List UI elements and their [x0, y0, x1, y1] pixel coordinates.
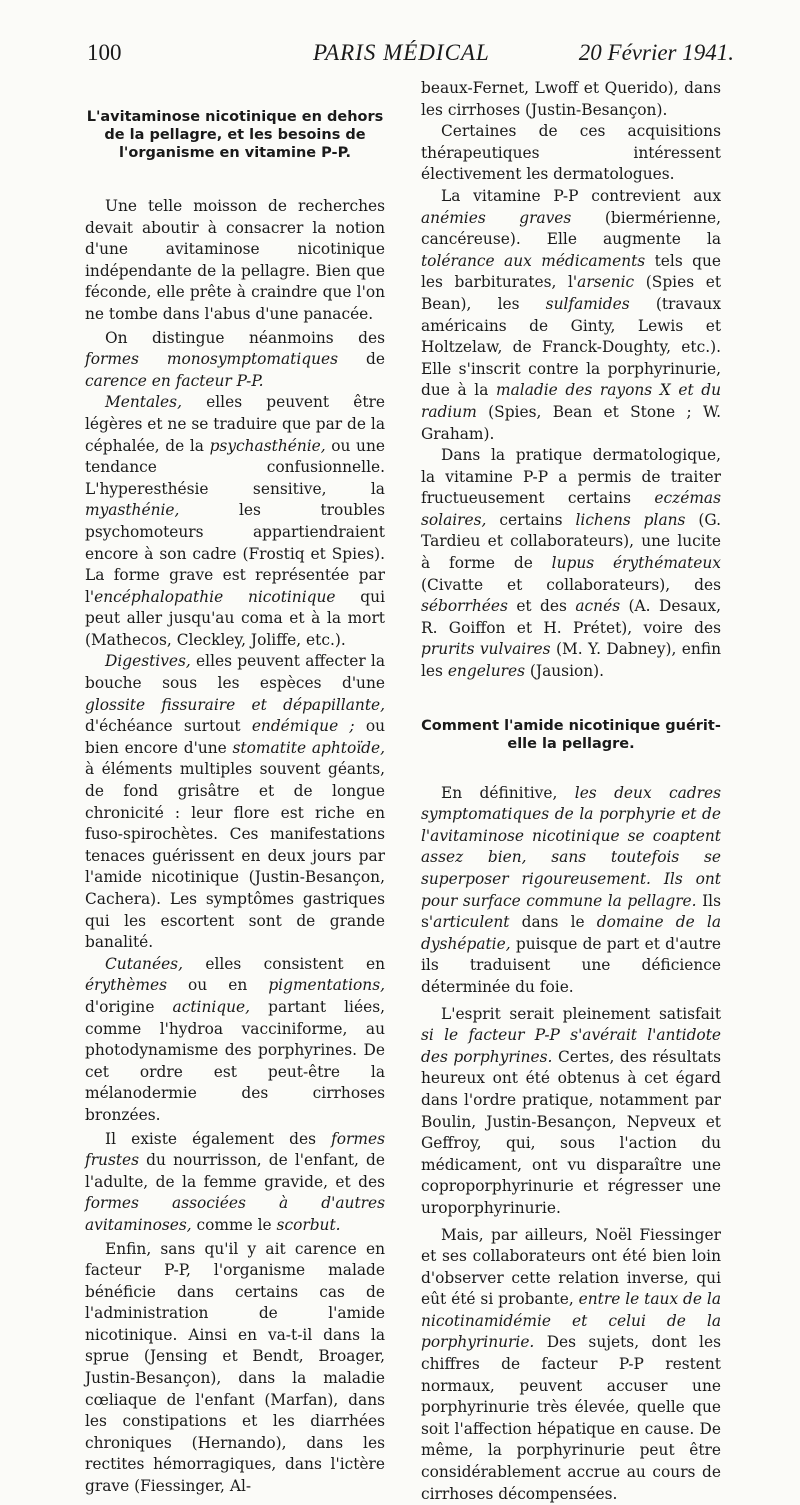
- paragraph: Enfin, sans qu'il y ait carence en facteur P-P, l'organisme malade bénéficie dans certains cas de l'administration de l'amide nicotinique. Ainsi en va-t-il dans la sprue (Jensing et Bendt, Broager, Justin-Besançon), dans la maladie cœliaque de l'enfant (Marfan), dans les constipations et les diarrhées chroniques (Hernando), dans les rectites hémorragiques, dans l'ictère grave (Fiessinger, Al-: [85, 1239, 385, 1498]
- paragraph-formes-frustes: Il existe également des formes frustes du nourrisson, de l'enfant, de l'adulte, de la femme gravide, et des formes associées à d'autres avitaminoses, comme le scorbut.: [85, 1129, 385, 1237]
- left-column: [85, 78, 385, 1116]
- page-number: 100: [87, 40, 122, 66]
- paragraph-vitamine-pp: La vitamine P-P contrevient aux anémies graves (biermérienne, cancéreuse). Elle augmente la tolérance aux médicaments tels que les barbiturates, l'arsenic (Spies et Bean), les sulfamides (travaux américains de Ginty, Lewis et Holtzelaw, de Franck-Doughty, etc.). Elle s'inscrit contre la porphyrinurie, due à la maladie des rayons X et du radium (Spies, Bean et Stone ; W. Graham).: [421, 186, 721, 445]
- paragraph: On distingue néanmoins des formes monosymptomatiques de carence en facteur P-P.: [85, 328, 385, 393]
- paragraph-definitive: En définitive, les deux cadres symptomatiques de la porphyrie et de l'avitaminose nicotinique se coaptent assez bien, sans toutefois se superposer rigoureusement. Ils ont pour surface commune la pellagre. Ils s'articulent dans le domaine de la dyshépatie, puisque de part et d'autre ils traduisent une déficience déterminée du foie.: [421, 783, 721, 999]
- paragraph-mentales: Mentales, elles peuvent être légères et ne se traduire que par de la céphalée, de la psychasthénie, ou une tendance confusionnelle. L'hyperesthésie sensitive, la myasthénie, les troubles psychomoteurs appartiendraient encore à son cadre (Frostiq et Spies). La forme grave est représentée par l'encéphalopathie nicotinique qui peut aller jusqu'au coma et à la mort (Mathecos, Cleckley, Joliffe, etc.).: [85, 392, 385, 651]
- paragraph-esprit: L'esprit serait pleinement satisfait si le facteur P-P s'avérait l'antidote des porphyrines. Certes, des résultats heureux ont été obtenus à cet égard dans l'ordre pratique, notamment par Boulin, Justin-Besançon, Nepveux et Geffroy, qui, sous l'action du médicament, ont vu disparaître une coproporphyrinurie et régresser une uroporphyrinurie.: [421, 1004, 721, 1220]
- paragraph-dermatologie: Dans la pratique dermatologique, la vitamine P-P a permis de traiter fructueusement certains eczémas solaires, certains lichens plans (G. Tardieu et collaborateurs), une lucite à forme de lupus érythémateux (Civatte et collaborateurs), des séborrhées et des acnés (A. Desaux, R. Goiffon et H. Prétet), voire des prurits vulvaires (M. Y. Dabney), enfin les engelures (Jausion).: [421, 445, 721, 683]
- paragraph-continued: beaux-Fernet, Lwoff et Querido), dans les cirrhoses (Justin-Besançon).: [421, 78, 721, 121]
- running-header: [0, 40, 800, 72]
- section-title-avitaminose: L'avitaminose nicotinique en dehors de la pellagre, et les besoins de l'organisme en vitamine P-P.: [85, 108, 385, 162]
- paragraph-cutanees: Cutanées, elles consistent en érythèmes ou en pigmentations, d'origine actinique, partant liées, comme l'hydroa vacciniforme, au photodynamisme des porphyrines. De cet ordre est peut-être la mélanodermie des cirrhoses bronzées.: [85, 954, 385, 1127]
- paragraph: Une telle moisson de recherches devait aboutir à consacrer la notion d'une avitaminose nicotinique indépendante de la pellagre. Bien que féconde, elle prête à craindre que l'on ne tombe dans l'abus d'une panacée.: [85, 196, 385, 326]
- issue-date: 20 Février 1941.: [579, 40, 734, 66]
- section-title-pellagre: Comment l'amide nicotinique guérit-elle la pellagre.: [421, 717, 721, 753]
- paragraph-digestives: Digestives, elles peuvent affecter la bouche sous les espèces d'une glossite fissuraire et dépapillante, d'échéance surtout endémique ; ou bien encore d'une stomatite aphtoïde, à éléments multiples souvent géants, de fond grisâtre et de longue chronicité : leur flore est riche en fuso-spirochètes. Ces manifestations tenaces guérissent en deux jours par l'amide nicotinique (Justin-Besançon, Cachera). Les symptômes gastriques qui les escortent sont de grande banalité.: [85, 651, 385, 953]
- paragraph-fiessinger: Mais, par ailleurs, Noël Fiessinger et ses collaborateurs ont été bien loin d'observer cette relation inverse, qui eût été si probante, entre le taux de la nicotinamidémie et celui de la porphyrinurie. Des sujets, dont les chiffres de facteur P-P restent normaux, peuvent accuser une porphyrinurie très élevée, quelle que soit l'affection hépatique en cause. De même, la porphyrinurie peut être considérablement accrue au cours de cirrhoses décompensées.: [421, 1225, 721, 1505]
- right-column: [421, 78, 721, 1116]
- paragraph: Certaines de ces acquisitions thérapeutiques intéressent électivement les dermatologues.: [421, 121, 721, 186]
- journal-title: PARIS MÉDICAL: [313, 40, 490, 66]
